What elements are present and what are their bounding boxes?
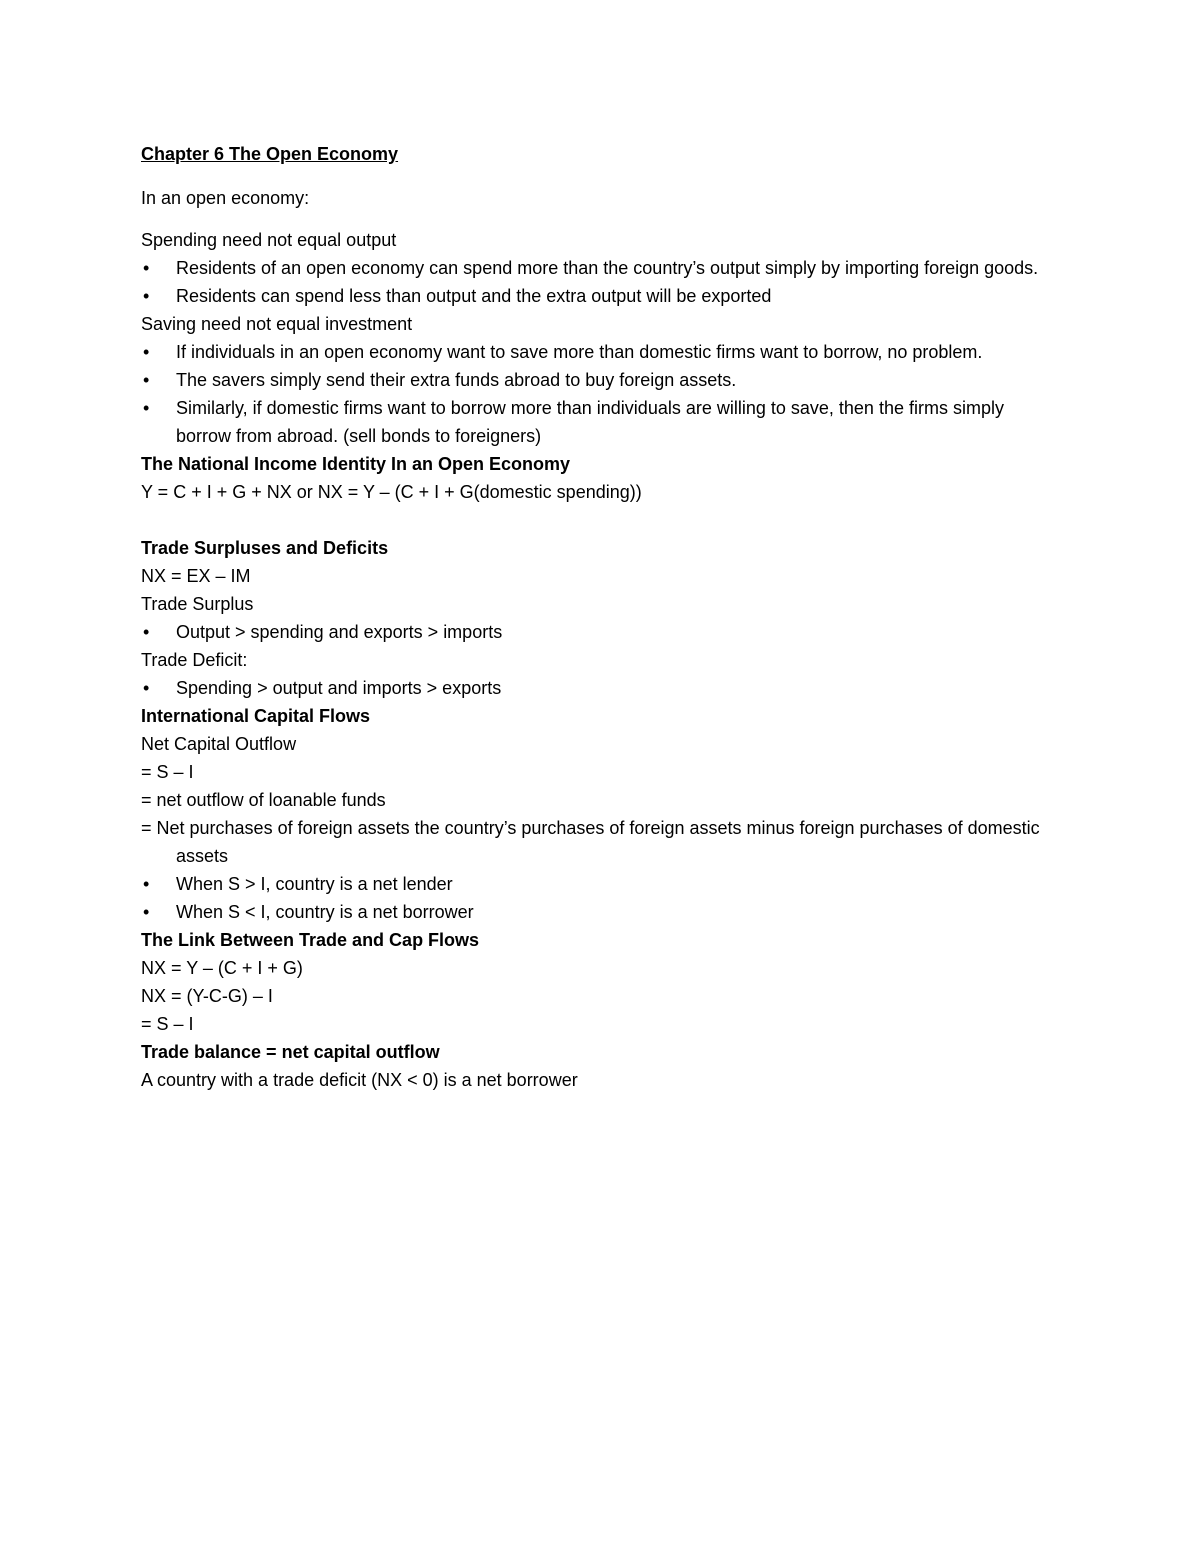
trade-equation: NX = EX – IM — [141, 566, 251, 586]
saving-label: Saving need not equal investment — [141, 314, 413, 334]
list-item — [141, 394, 1061, 450]
list-item-text: Residents of an open economy can spend more than the country’s output simply by importing foreign goods. — [176, 258, 1039, 278]
list-item — [141, 282, 1061, 310]
capital-label: Net Capital Outflow — [141, 734, 297, 754]
list-item — [141, 618, 1061, 646]
trade-deficit-list — [141, 674, 1061, 702]
list-item — [141, 366, 1061, 394]
trade-deficit-label: Trade Deficit: — [141, 650, 248, 670]
list-item-text: Residents can spend less than output and the extra output will be exported — [176, 286, 772, 306]
list-item-text: Similarly, if domestic firms want to borrow more than individuals are willing to save, then the firms simply borrow from abroad. (sell bonds to foreigners) — [176, 398, 1004, 446]
link-line-1: NX = Y – (C + I + G) — [141, 958, 303, 978]
link-line-3: = S – I — [141, 1014, 194, 1034]
list-item-text: Output > spending and exports > imports — [176, 622, 503, 642]
national-income-heading: The National Income Identity In an Open Economy — [141, 454, 571, 474]
list-item-text: The savers simply send their extra funds abroad to buy foreign assets. — [176, 370, 737, 390]
list-item — [141, 254, 1061, 282]
saving-list — [141, 338, 1061, 450]
capital-line-2: = net outflow of loanable funds — [141, 790, 386, 810]
bullet-icon: • — [143, 622, 150, 642]
intro-text: In an open economy: — [141, 188, 310, 208]
bullet-icon: • — [143, 902, 150, 922]
bullet-icon: • — [143, 398, 150, 418]
link-last-line: A country with a trade deficit (NX < 0) is a net borrower — [141, 1070, 578, 1090]
trade-surplus-label: Trade Surplus — [141, 594, 254, 614]
capital-line-1: = S – I — [141, 762, 194, 782]
spending-label: Spending need not equal output — [141, 230, 397, 250]
national-income-equation: Y = C + I + G + NX or NX = Y – (C + I + G(domestic spending)) — [141, 482, 642, 502]
link-bold-line: Trade balance = net capital outflow — [141, 1042, 440, 1062]
trade-heading: Trade Surpluses and Deficits — [141, 538, 389, 558]
capital-list — [141, 870, 1061, 926]
list-item — [141, 674, 1061, 702]
list-item — [141, 898, 1061, 926]
capital-line-3: = Net purchases of foreign assets the country’s purchases of foreign assets minus foreign purchases of domestic assets — [141, 818, 1040, 866]
bullet-icon: • — [143, 874, 150, 894]
link-line-2: NX = (Y-C-G) – I — [141, 986, 273, 1006]
list-item-text: Spending > output and imports > exports — [176, 678, 502, 698]
list-item-text: When S > I, country is a net lender — [176, 874, 453, 894]
bullet-icon: • — [143, 342, 150, 362]
list-item-text: When S < I, country is a net borrower — [176, 902, 474, 922]
spending-list — [141, 254, 1061, 310]
link-heading: The Link Between Trade and Cap Flows — [141, 930, 480, 950]
list-item — [141, 338, 1061, 366]
capital-heading: International Capital Flows — [141, 706, 371, 726]
document-page — [141, 140, 1061, 1094]
bullet-icon: • — [143, 370, 150, 390]
list-item — [141, 870, 1061, 898]
document-title: Chapter 6 The Open Economy — [141, 144, 399, 164]
bullet-icon: • — [143, 678, 150, 698]
list-item-text: If individuals in an open economy want to save more than domestic firms want to borrow, no problem. — [176, 342, 983, 362]
trade-surplus-list — [141, 618, 1061, 646]
bullet-icon: • — [143, 258, 150, 278]
bullet-icon: • — [143, 286, 150, 306]
